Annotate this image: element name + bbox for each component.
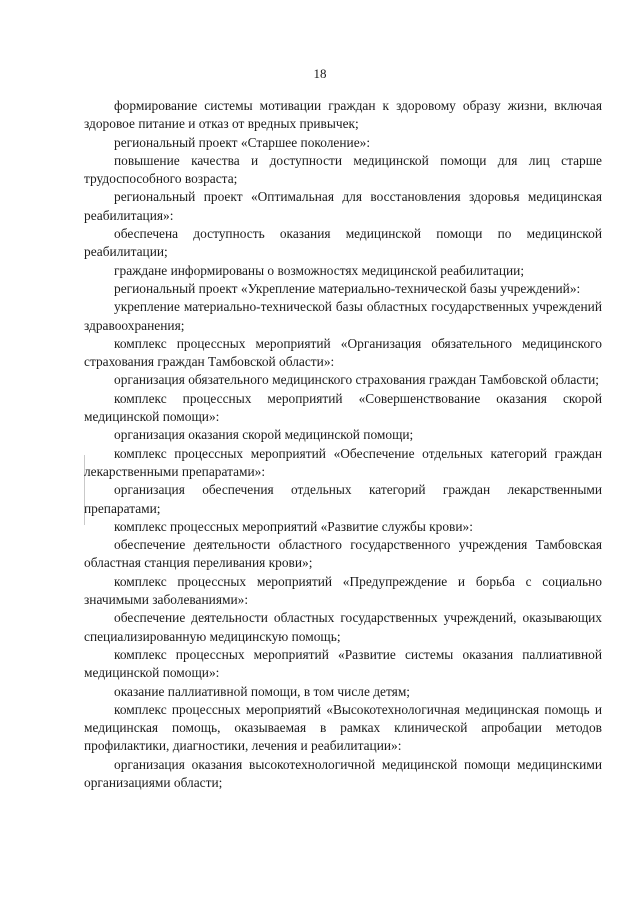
paragraph: оказание паллиативной помощи, в том числе детям; — [114, 683, 411, 699]
paragraph: комплекс процессных мероприятий «Предупреждение и борьба с социально значимыми заболеваниями»: — [84, 573, 602, 608]
paragraph: комплекс процессных мероприятий «Развитие системы оказания паллиативной медицинской помощи»: — [84, 646, 602, 681]
paragraph: граждане информированы о возможностях медицинской реабилитации; — [114, 262, 525, 278]
paragraph: обеспечение деятельности областных государственных учреждений, оказывающих специализированную медицинскую помощь; — [84, 610, 602, 644]
paragraph: обеспечена доступность оказания медицинской помощи по медицинской реабилитации; — [84, 226, 602, 260]
paragraph: комплекс процессных мероприятий «Развитие службы крови»: — [114, 518, 473, 534]
paragraph: организация обеспечения отдельных категорий граждан лекарственными препаратами; — [84, 482, 602, 516]
paragraph: региональный проект «Старшее поколение»: — [114, 134, 371, 150]
paragraph: организация обязательного медицинского страхования граждан Тамбовской области; — [114, 372, 600, 388]
paragraph: укрепление материально-технической базы областных государственных учреждений здравоохранения; — [84, 299, 602, 333]
paragraph: повышение качества и доступности медицинской помощи для лиц старше трудоспособного возраста; — [84, 152, 602, 187]
paragraph: формирование системы мотивации граждан к здоровому образу жизни, включая здоровое питание и отказ от вредных привычек; — [84, 98, 602, 132]
paragraph: комплекс процессных мероприятий «Совершенствование оказания скорой медицинской помощи»: — [84, 390, 602, 425]
document-body — [84, 97, 602, 792]
paragraph: обеспечение деятельности областного государственного учреждения Тамбовская областная станция переливания крови»; — [84, 537, 602, 571]
paragraph: организация оказания скорой медицинской помощи; — [114, 427, 414, 443]
page-number: 18 — [313, 66, 327, 81]
paragraph: организация оказания высокотехнологичной медицинской помощи медицинскими организациями области; — [84, 756, 602, 790]
paragraph: региональный проект «Укрепление материально-технической базы учреждений»: — [114, 280, 581, 296]
paragraph: комплекс процессных мероприятий «Обеспечение отдельных категорий граждан лекарственными препаратами»: — [84, 445, 602, 479]
paragraph: региональный проект «Оптимальная для восстановления здоровья медицинская реабилитация»: — [84, 189, 602, 223]
paragraph: комплекс процессных мероприятий «Организация обязательного медицинского страхования граждан Тамбовской области»: — [84, 335, 602, 370]
paragraph: комплекс процессных мероприятий «Высокотехнологичная медицинская помощь и медицинская помощь, оказываемая в рамках клинической апробации методов профилактики, диагностики, лечения и реабилитации»: — [84, 701, 602, 754]
